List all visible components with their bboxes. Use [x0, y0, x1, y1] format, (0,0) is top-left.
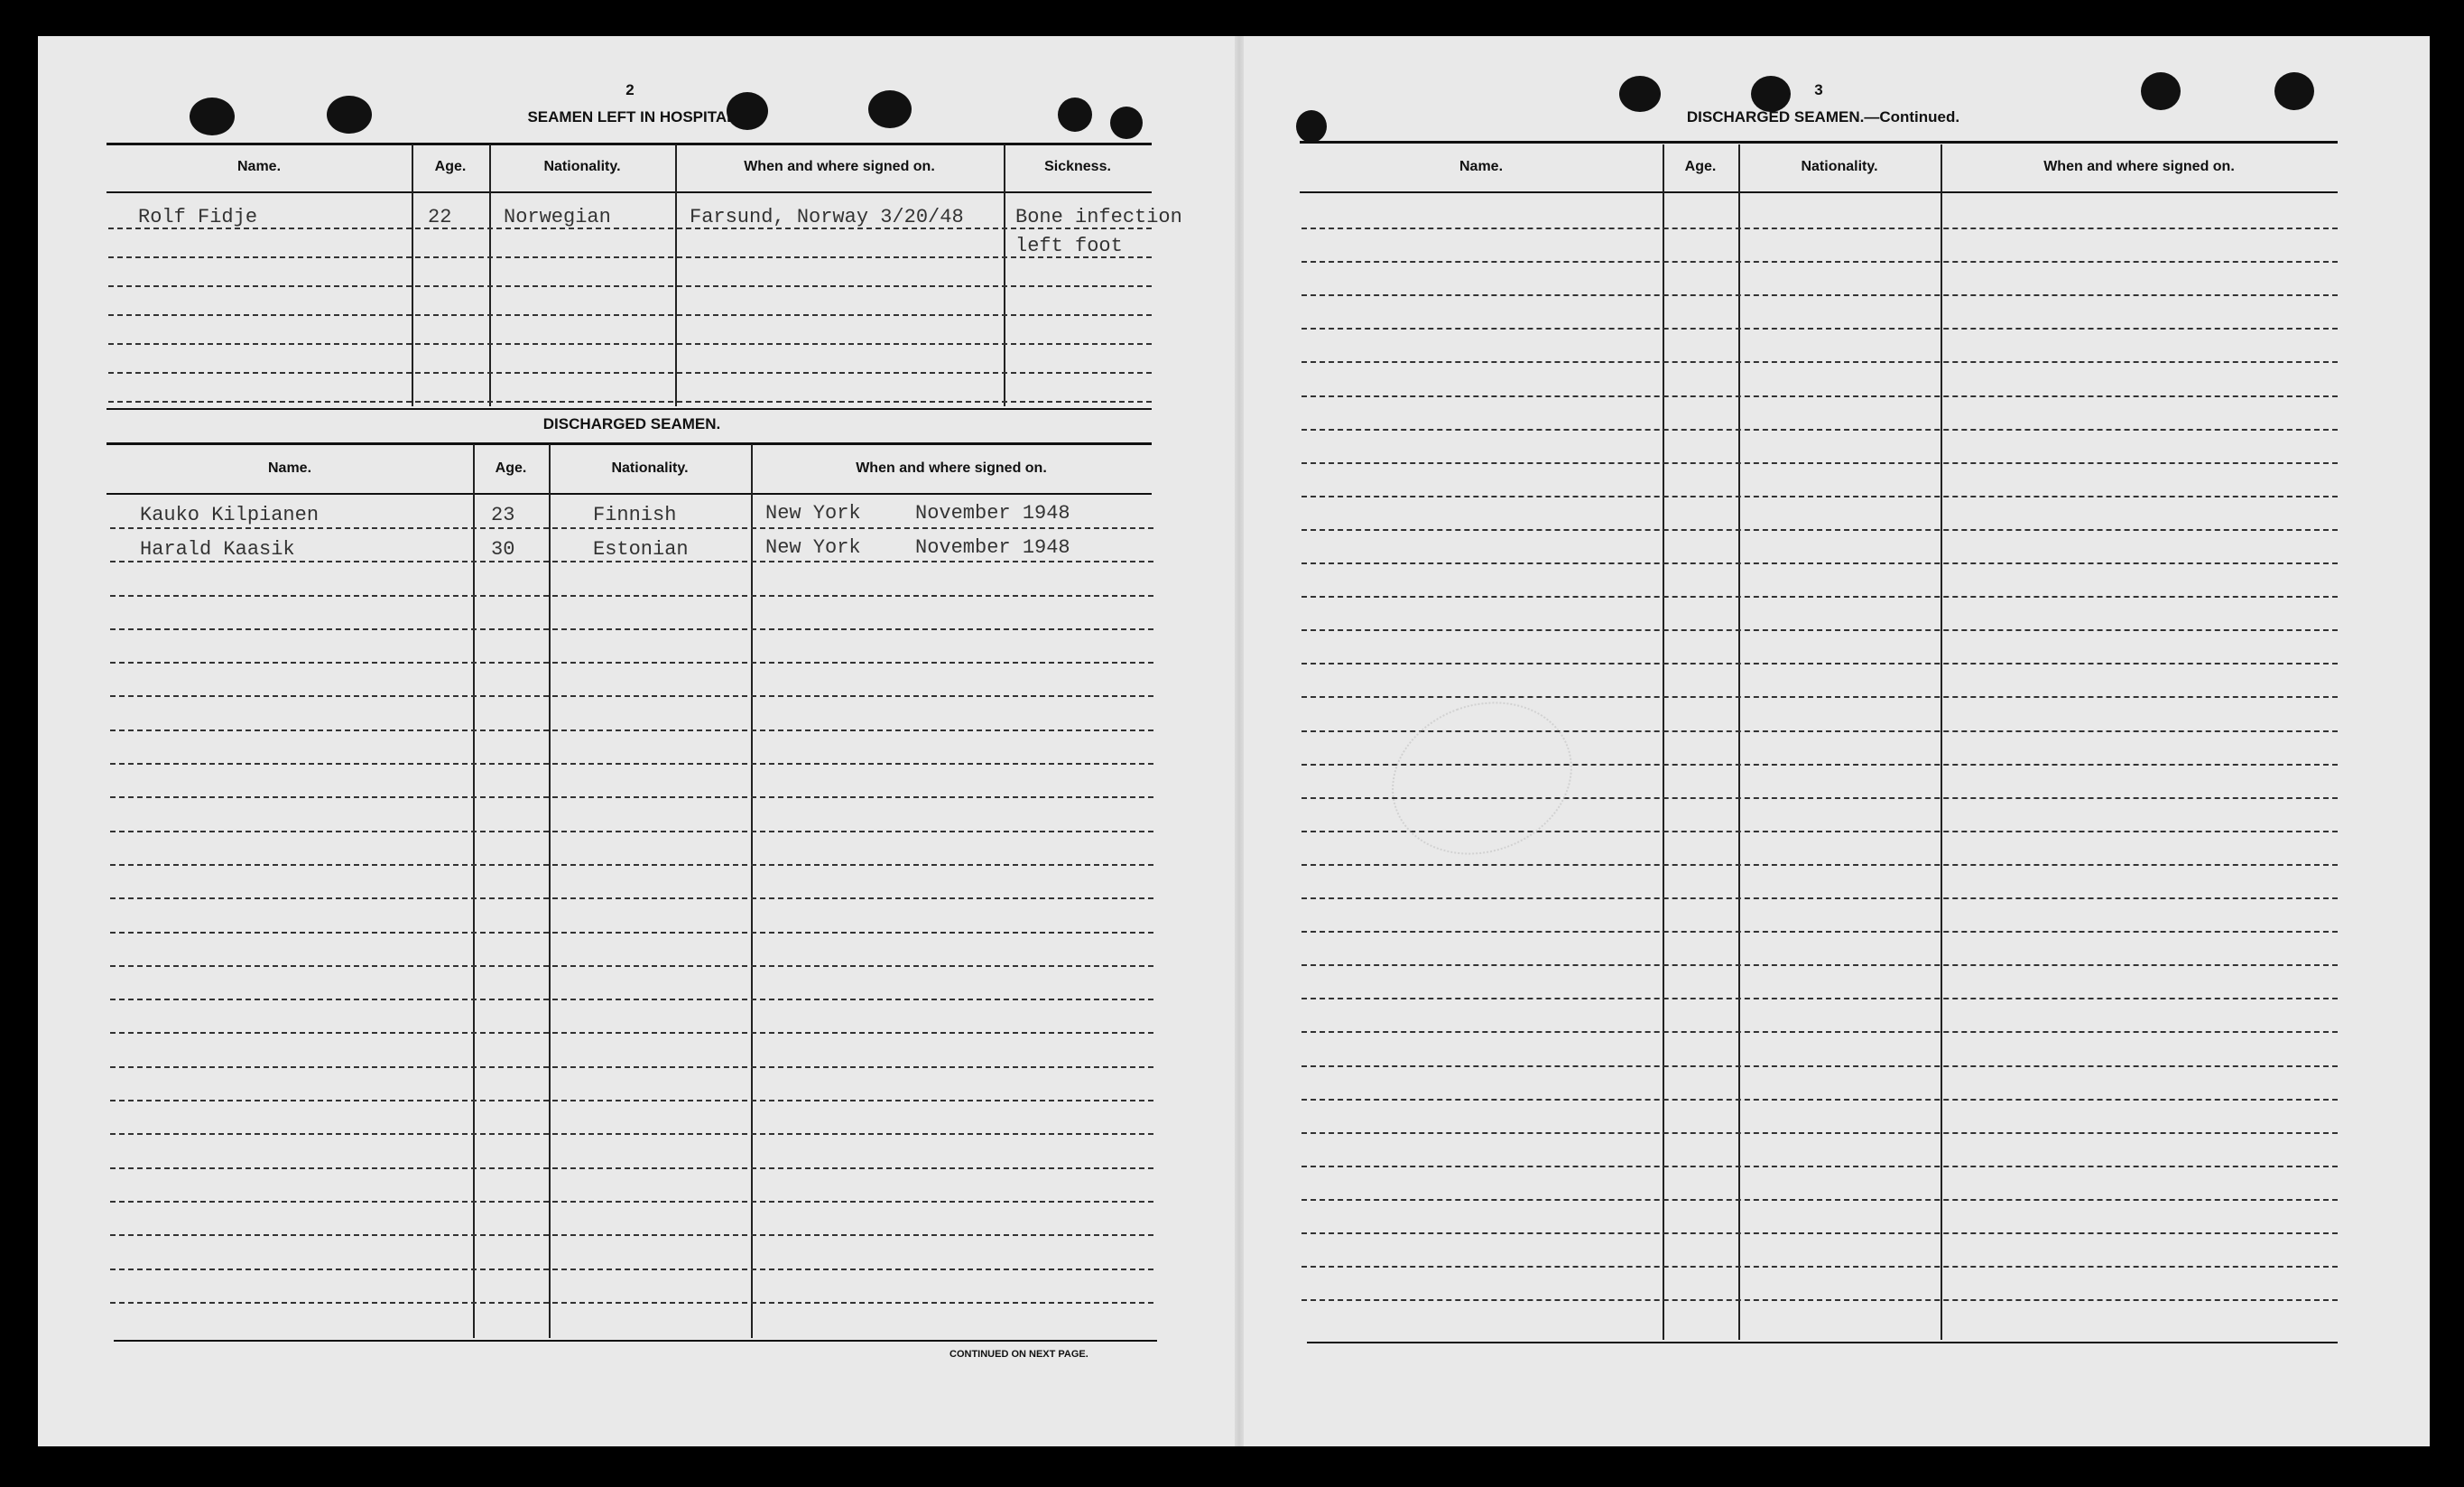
right-header-nationality: Nationality. [1801, 159, 1878, 174]
column-divider [549, 444, 551, 1338]
discharged-header-bottom-rule [107, 493, 1152, 495]
ruled-line [110, 695, 1153, 697]
discharged-name: Kauko Kilpianen [140, 504, 320, 526]
discharged-date: November 1948 [915, 502, 1070, 525]
right-header-top-rule [1300, 141, 2338, 144]
discharged-nationality: Finnish [593, 504, 677, 526]
hospital-age: 22 [428, 206, 452, 228]
punch-hole [1751, 76, 1791, 112]
ruled-line [108, 228, 1152, 229]
ruled-line [1301, 462, 2338, 464]
column-divider [473, 444, 475, 1338]
ruled-line [1301, 562, 2338, 564]
ruled-line [110, 730, 1153, 731]
page-number: 2 [625, 81, 635, 98]
discharged-date: November 1948 [915, 536, 1070, 559]
punch-hole [327, 96, 372, 134]
ruled-line [110, 831, 1153, 832]
column-divider [751, 444, 753, 1338]
punch-hole [190, 98, 235, 135]
ruled-line [110, 527, 1153, 529]
ruled-line [1301, 897, 2338, 899]
punch-hole [1296, 110, 1327, 143]
ruled-line [1301, 1099, 2338, 1101]
hospital-section-title: SEAMEN LEFT IN HOSPITAL [527, 108, 736, 125]
ruled-line [1301, 1199, 2338, 1201]
ruled-line [1301, 261, 2338, 263]
discharged-header-age: Age. [495, 460, 527, 476]
ruled-line [110, 662, 1153, 664]
hospital-header-signed-on: When and where signed on. [744, 159, 935, 174]
ruled-line [108, 285, 1152, 287]
right-header-bottom-rule [1300, 191, 2338, 193]
header-top-rule [107, 143, 1152, 145]
ruled-line [1301, 696, 2338, 698]
column-divider [1663, 144, 1664, 1340]
right-header-name: Name. [1459, 159, 1504, 174]
column-divider [675, 144, 677, 406]
continued-footer: CONTINUED ON NEXT PAGE. [949, 1349, 1088, 1360]
ruled-line [1301, 864, 2338, 866]
ruled-line [1301, 328, 2338, 330]
discharged-header-top-rule [107, 442, 1152, 445]
ruled-line [1301, 228, 2338, 229]
punch-hole [868, 90, 912, 128]
discharged-age: 30 [491, 538, 515, 561]
punch-hole [1619, 76, 1661, 112]
left-bottom-rule [114, 1340, 1157, 1342]
column-divider [1941, 144, 1942, 1340]
hospital-nationality: Norwegian [504, 206, 611, 228]
ruled-line [108, 401, 1152, 403]
punch-hole [1110, 107, 1143, 139]
discharged-section-title: DISCHARGED SEAMEN. [542, 415, 721, 432]
discharged-age: 23 [491, 504, 515, 526]
section-divider [107, 408, 1152, 410]
ruled-line [108, 314, 1152, 316]
discharged-nationality: Estonian [593, 538, 689, 561]
ruled-line [1301, 429, 2338, 431]
ruled-line [110, 1066, 1153, 1068]
ruled-line [110, 1133, 1153, 1135]
ruled-line [1301, 1232, 2338, 1234]
column-divider [1004, 144, 1005, 406]
discharged-header-signed-on: When and where signed on. [856, 460, 1047, 476]
hospital-header-name: Name. [236, 159, 282, 174]
discharged-name: Harald Kaasik [140, 538, 295, 561]
ruled-line [1301, 529, 2338, 531]
ruled-line [110, 796, 1153, 798]
ruled-line [1301, 496, 2338, 497]
ruled-line [1301, 596, 2338, 598]
punch-hole [2141, 72, 2181, 110]
right-header-signed-on: When and where signed on. [2043, 159, 2235, 174]
ruled-line [1301, 998, 2338, 999]
ruled-line [110, 628, 1153, 630]
ruled-line [1301, 1266, 2338, 1268]
hospital-header-age: Age. [434, 159, 467, 174]
ruled-line [108, 343, 1152, 345]
ruled-line [1301, 395, 2338, 397]
ruled-line [110, 1234, 1153, 1236]
ruled-line [1301, 629, 2338, 631]
ruled-line [110, 999, 1153, 1000]
ruled-line [1301, 1299, 2338, 1301]
discharged-header-name: Name. [267, 460, 312, 476]
hospital-name: Rolf Fidje [138, 206, 258, 228]
column-divider [489, 144, 491, 406]
punch-hole [2274, 72, 2314, 110]
ruled-line [108, 256, 1152, 258]
ruled-line [110, 965, 1153, 967]
right-header-age: Age. [1684, 159, 1717, 174]
header-bottom-rule [107, 191, 1152, 193]
page-fold [1235, 36, 1244, 1446]
page-number: 3 [1814, 81, 1823, 98]
column-divider [412, 144, 413, 406]
hospital-signed-on: Farsund, Norway 3/20/48 [690, 206, 964, 228]
ruled-line [110, 1032, 1153, 1034]
ruled-line [110, 932, 1153, 934]
ruled-line [1301, 663, 2338, 665]
right-bottom-rule [1307, 1342, 2338, 1343]
discharged-place: New York [765, 536, 861, 559]
hospital-sickness: Bone infection [1015, 206, 1182, 228]
ruled-line [110, 561, 1153, 562]
hospital-header-sickness: Sickness. [1044, 159, 1111, 174]
ruled-line [1301, 931, 2338, 933]
ruled-line [110, 1201, 1153, 1203]
hospital-sickness-detail: left foot [1015, 235, 1123, 257]
ruled-line [110, 595, 1153, 597]
discharged-place: New York [765, 502, 861, 525]
ruled-line [1301, 361, 2338, 363]
ruled-line [110, 897, 1153, 899]
ruled-line [110, 1302, 1153, 1304]
ruled-line [110, 1100, 1153, 1101]
ruled-line [1301, 1031, 2338, 1033]
ruled-line [110, 1167, 1153, 1169]
column-divider [1738, 144, 1740, 1340]
hospital-header-nationality: Nationality. [543, 159, 621, 174]
ruled-line [1301, 294, 2338, 296]
ruled-line [110, 763, 1153, 765]
ruled-line [108, 372, 1152, 374]
discharged-header-nationality: Nationality. [611, 460, 689, 476]
discharged-continued-title: DISCHARGED SEAMEN.—Continued. [1686, 108, 1960, 125]
ruled-line [110, 1269, 1153, 1270]
ruled-line [110, 864, 1153, 866]
ruled-line [1301, 964, 2338, 966]
punch-hole [1058, 98, 1092, 132]
ruled-line [1301, 1166, 2338, 1167]
ruled-line [1301, 1132, 2338, 1134]
ruled-line [1301, 1065, 2338, 1067]
